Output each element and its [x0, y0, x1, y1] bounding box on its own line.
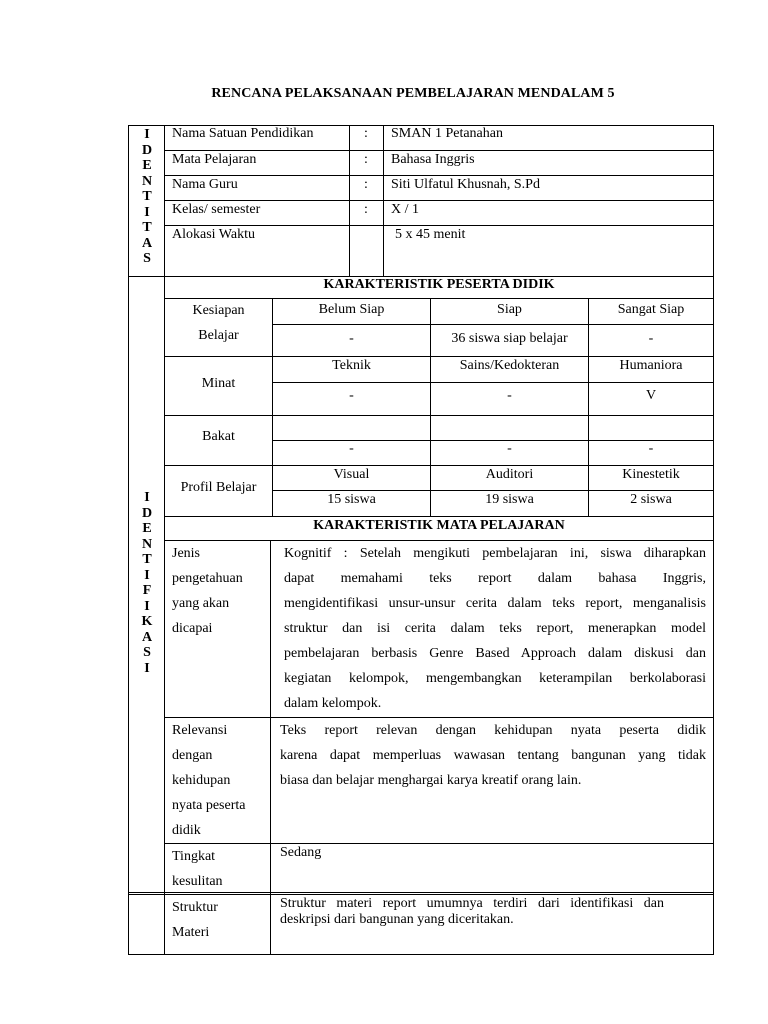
value-bakat-1: - [349, 441, 354, 456]
value-bakat-3: - [648, 441, 654, 456]
label-kelas-semester: Kelas/ semester [172, 202, 261, 217]
label-struktur-materi: Struktur Materi [172, 900, 218, 940]
col-divider [383, 125, 384, 276]
colon: : [364, 126, 368, 141]
label-mata-pelajaran: Mata Pelajaran [172, 152, 257, 167]
label-jenis-pengetahuan: Jenis pengetahuan yang akan dicapai [172, 546, 243, 636]
col-divider [349, 125, 350, 276]
header-visual: Visual [333, 467, 370, 482]
value-siap: 36 siswa siap belajar [451, 331, 568, 346]
row-divider [164, 175, 714, 176]
colon: : [364, 152, 368, 167]
header-siap: Siap [497, 302, 522, 317]
identitas-side-label: I D E N T I T A S [141, 127, 153, 266]
heading-karakteristik-mapel: KARAKTERISTIK MATA PELAJARAN [313, 518, 565, 533]
label-alokasi-waktu: Alokasi Waktu [172, 227, 255, 242]
text-struktur-materi: Struktur materi report umumnya terdiri dari identifikasi dan deskripsi dari bangunan yang diceritakan. [280, 896, 664, 927]
label-nama-guru: Nama Guru [172, 177, 238, 192]
table-border-bottom [128, 954, 714, 955]
label-tingkat-kesulitan: Tingkat kesulitan [172, 849, 223, 889]
header-sains: Sains/Kedokteran [459, 358, 560, 373]
value-nama-satuan: SMAN 1 Petanahan [391, 126, 503, 141]
value-nama-guru: Siti Ulfatul Khusnah, S.Pd [391, 177, 540, 192]
row-divider [164, 356, 714, 357]
header-auditori: Auditori [485, 467, 534, 482]
header-belum-siap: Belum Siap [318, 302, 385, 317]
value-mata-pelajaran: Bahasa Inggris [391, 152, 475, 167]
value-bakat-2: - [507, 441, 512, 456]
row-divider [164, 415, 714, 416]
value-sains: - [507, 388, 512, 403]
row-divider [164, 150, 714, 151]
label-belajar: Belajar [198, 328, 239, 343]
text-jenis-pengetahuan: Kognitif : Setelah mengikuti pembelajaran ini, siswa diharapkan dapat memahami teks report dalam bahasa Inggris, mengidentifikasi unsur-unsur cerita dalam teks report, menganalisis struktur dan isi cerita dalam teks report, menerapkan model pembelajaran berbasis Genre Based Approach dalam diskusi dan kegiatan kelompok, mengembangkan keterampilan berkolaborasi dalam kelompok. [284, 546, 706, 711]
row-divider [164, 200, 714, 201]
value-humaniora: V [645, 388, 657, 403]
label-bakat: Bakat [202, 429, 235, 444]
value-kinestetik: 2 siswa [630, 492, 672, 507]
row-divider [164, 516, 714, 517]
row-divider [164, 225, 714, 226]
label-relevansi: Relevansi dengan kehidupan nyata peserta didik [172, 723, 246, 838]
row-divider [164, 465, 714, 466]
page-title: RENCANA PELAKSANAAN PEMBELAJARAN MENDALAM 5 [211, 86, 615, 101]
value-auditori: 19 siswa [485, 492, 534, 507]
value-sangat-siap: - [648, 331, 654, 346]
identifikasi-side-label: I D E N T I F I K A S I [141, 490, 153, 676]
text-tingkat-kesulitan: Sedang [280, 845, 322, 860]
value-kelas-semester: X / 1 [391, 202, 419, 217]
row-divider [272, 382, 714, 383]
label-kesiapan: Kesiapan [192, 303, 245, 318]
header-humaniora: Humaniora [619, 358, 683, 373]
value-teknik: - [349, 388, 354, 403]
text-relevansi: Teks report relevan dengan kehidupan nyata peserta didik karena dapat memperluas wawasan tentang bangunan yang tidak biasa dan belajar menghargai karya kreatif orang lain. [280, 723, 706, 788]
heading-karakteristik-peserta: KARAKTERISTIK PESERTA DIDIK [323, 277, 555, 292]
header-sangat-siap: Sangat Siap [617, 302, 685, 317]
colon: : [364, 202, 368, 217]
row-divider [128, 892, 714, 893]
value-belum-siap: - [349, 331, 354, 346]
label-minat: Minat [201, 376, 236, 391]
value-alokasi-waktu: 5 x 45 menit [395, 227, 466, 242]
header-teknik: Teknik [332, 358, 371, 373]
colon: : [364, 177, 368, 192]
row-divider [272, 324, 714, 325]
label-nama-satuan: Nama Satuan Pendidikan [172, 126, 314, 141]
label-profil-belajar: Profil Belajar [180, 480, 257, 495]
header-kinestetik: Kinestetik [622, 467, 680, 482]
value-visual: 15 siswa [327, 492, 376, 507]
row-divider [164, 298, 714, 299]
row-divider [272, 490, 714, 491]
